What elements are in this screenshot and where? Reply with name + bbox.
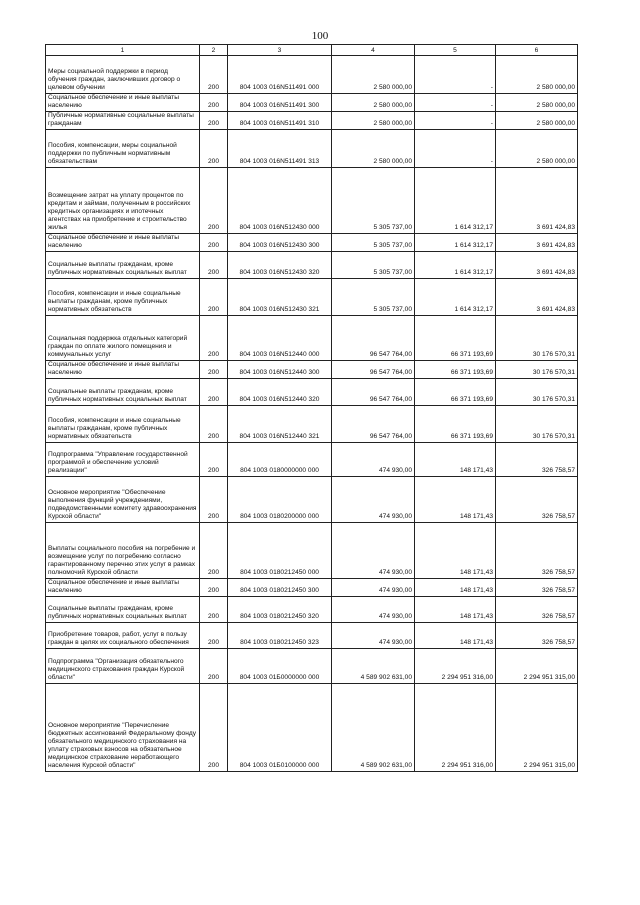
row-classification-code: 804 1003 016N512440 320	[228, 379, 332, 406]
row-name: Социальные выплаты гражданам, кроме публичных нормативных социальных выплат	[46, 597, 200, 623]
row-amount-col5: 1 614 312,17	[415, 234, 496, 252]
row-amount-col5: 148 171,43	[415, 597, 496, 623]
row-code: 200	[200, 279, 228, 316]
row-amount-col6: 326 758,57	[496, 523, 578, 579]
row-amount-col5: -	[415, 94, 496, 112]
row-amount-col5: 66 371 193,69	[415, 406, 496, 443]
row-name: Возмещение затрат на уплату процентов по кредитам и займам, полученным в российских кредитных организациях и ипотечных агентствах на приобретение и строительство жилья	[46, 168, 200, 234]
row-classification-code: 804 1003 0180200000 000	[228, 477, 332, 523]
row-name: Пособия, компенсации, меры социальной поддержки по публичным нормативным обязательствам	[46, 130, 200, 168]
column-header: 4	[332, 45, 415, 56]
row-code: 200	[200, 94, 228, 112]
row-amount-col4: 5 305 737,00	[332, 168, 415, 234]
row-amount-col5: -	[415, 112, 496, 130]
row-classification-code: 804 1003 016N511491 300	[228, 94, 332, 112]
row-classification-code: 804 1003 016N511491 313	[228, 130, 332, 168]
table-row	[46, 379, 578, 406]
row-amount-col6: 3 691 424,83	[496, 234, 578, 252]
row-amount-col6: 2 580 000,00	[496, 56, 578, 94]
row-classification-code: 804 1003 016N511491 310	[228, 112, 332, 130]
table-row	[46, 316, 578, 361]
row-amount-col5: 1 614 312,17	[415, 252, 496, 279]
row-name: Пособия, компенсации и иные социальные выплаты гражданам, кроме публичных нормативных обязательств	[46, 406, 200, 443]
table-row	[46, 361, 578, 379]
row-code: 200	[200, 112, 228, 130]
budget-table	[45, 44, 578, 772]
row-amount-col4: 2 580 000,00	[332, 56, 415, 94]
row-name: Подпрограмма "Организация обязательного медицинского страхования граждан Курской области"	[46, 649, 200, 684]
row-code: 200	[200, 523, 228, 579]
table-row	[46, 406, 578, 443]
row-amount-col4: 4 589 902 631,00	[332, 649, 415, 684]
row-name: Социальное обеспечение и иные выплаты населению	[46, 579, 200, 597]
row-name: Социальное обеспечение и иные выплаты населению	[46, 234, 200, 252]
row-classification-code: 804 1003 016N512430 300	[228, 234, 332, 252]
row-amount-col5: 66 371 193,69	[415, 361, 496, 379]
row-amount-col5: 66 371 193,69	[415, 316, 496, 361]
row-amount-col5: 1 614 312,17	[415, 279, 496, 316]
row-classification-code: 804 1003 0180212450 320	[228, 597, 332, 623]
row-name: Подпрограмма "Управление государственной программой и обеспечение условий реализации"	[46, 443, 200, 477]
table-row	[46, 649, 578, 684]
row-name: Меры социальной поддержки в период обучения граждан, заключивших договор о целевом обучении	[46, 56, 200, 94]
table-row	[46, 130, 578, 168]
column-header: 3	[228, 45, 332, 56]
row-amount-col6: 2 580 000,00	[496, 112, 578, 130]
row-amount-col4: 2 580 000,00	[332, 94, 415, 112]
row-amount-col5: -	[415, 130, 496, 168]
row-name: Социальное обеспечение и иные выплаты населению	[46, 361, 200, 379]
row-code: 200	[200, 56, 228, 94]
row-amount-col4: 96 547 764,00	[332, 379, 415, 406]
row-amount-col5: 148 171,43	[415, 523, 496, 579]
row-amount-col6: 3 691 424,83	[496, 279, 578, 316]
row-amount-col6: 326 758,57	[496, 579, 578, 597]
row-amount-col4: 474 930,00	[332, 477, 415, 523]
row-code: 200	[200, 252, 228, 279]
row-amount-col5: 148 171,43	[415, 579, 496, 597]
row-classification-code: 804 1003 0180000000 000	[228, 443, 332, 477]
row-amount-col6: 3 691 424,83	[496, 252, 578, 279]
row-code: 200	[200, 406, 228, 443]
row-code: 200	[200, 316, 228, 361]
row-amount-col6: 30 176 570,31	[496, 361, 578, 379]
row-amount-col5: 148 171,43	[415, 477, 496, 523]
row-classification-code: 804 1003 0180212450 300	[228, 579, 332, 597]
row-classification-code: 804 1003 0180212450 000	[228, 523, 332, 579]
row-name: Основное мероприятие "Обеспечение выполнения функций учреждениями, подведомственными комитету здравоохранения Курской области"	[46, 477, 200, 523]
row-amount-col6: 326 758,57	[496, 443, 578, 477]
row-code: 200	[200, 234, 228, 252]
table-row	[46, 168, 578, 234]
row-code: 200	[200, 130, 228, 168]
row-amount-col4: 5 305 737,00	[332, 279, 415, 316]
table-row	[46, 279, 578, 316]
row-code: 200	[200, 443, 228, 477]
table-row	[46, 112, 578, 130]
row-amount-col4: 474 930,00	[332, 579, 415, 597]
row-amount-col6: 326 758,57	[496, 477, 578, 523]
table-row	[46, 623, 578, 649]
row-name: Выплаты социального пособия на погребение и возмещение услуг по погребению согласно гарантированному перечню этих услуг в рамках полномочий Курской области	[46, 523, 200, 579]
row-code: 200	[200, 623, 228, 649]
row-amount-col5: 148 171,43	[415, 443, 496, 477]
row-name: Публичные нормативные социальные выплаты гражданам	[46, 112, 200, 130]
row-classification-code: 804 1003 016N512430 000	[228, 168, 332, 234]
row-amount-col4: 474 930,00	[332, 523, 415, 579]
row-classification-code: 804 1003 016N512430 321	[228, 279, 332, 316]
row-amount-col5: 2 294 951 316,00	[415, 684, 496, 772]
row-code: 200	[200, 684, 228, 772]
row-name: Пособия, компенсации и иные социальные выплаты гражданам, кроме публичных нормативных обязательств	[46, 279, 200, 316]
row-classification-code: 804 1003 016N512440 000	[228, 316, 332, 361]
row-classification-code: 804 1003 016N512440 300	[228, 361, 332, 379]
row-amount-col6: 30 176 570,31	[496, 316, 578, 361]
row-amount-col6: 2 580 000,00	[496, 94, 578, 112]
row-code: 200	[200, 649, 228, 684]
row-name: Социальные выплаты гражданам, кроме публичных нормативных социальных выплат	[46, 379, 200, 406]
table-row	[46, 234, 578, 252]
table-row	[46, 477, 578, 523]
row-amount-col5: -	[415, 56, 496, 94]
column-header: 2	[200, 45, 228, 56]
table-row	[46, 56, 578, 94]
row-classification-code: 804 1003 016N511491 000	[228, 56, 332, 94]
row-amount-col4: 5 305 737,00	[332, 252, 415, 279]
column-header: 1	[46, 45, 200, 56]
row-name: Социальная поддержка отдельных категорий граждан по оплате жилого помещения и коммунальных услуг	[46, 316, 200, 361]
row-amount-col6: 326 758,57	[496, 597, 578, 623]
row-code: 200	[200, 597, 228, 623]
table-row	[46, 684, 578, 772]
row-classification-code: 804 1003 016N512440 321	[228, 406, 332, 443]
page-number: 100	[311, 30, 329, 42]
table-header-row	[46, 45, 578, 56]
row-classification-code: 804 1003 0180212450 323	[228, 623, 332, 649]
row-name: Социальные выплаты гражданам, кроме публичных нормативных социальных выплат	[46, 252, 200, 279]
row-classification-code: 804 1003 01Б0100000 000	[228, 684, 332, 772]
table-row	[46, 252, 578, 279]
row-amount-col6: 3 691 424,83	[496, 168, 578, 234]
row-code: 200	[200, 361, 228, 379]
row-code: 200	[200, 379, 228, 406]
table-row	[46, 597, 578, 623]
row-amount-col6: 2 294 951 315,00	[496, 684, 578, 772]
row-code: 200	[200, 477, 228, 523]
row-amount-col5: 148 171,43	[415, 623, 496, 649]
row-amount-col4: 5 305 737,00	[332, 234, 415, 252]
row-amount-col4: 4 589 902 631,00	[332, 684, 415, 772]
table-row	[46, 443, 578, 477]
row-amount-col4: 2 580 000,00	[332, 130, 415, 168]
column-header: 6	[496, 45, 578, 56]
row-amount-col5: 66 371 193,69	[415, 379, 496, 406]
row-classification-code: 804 1003 01Б0000000 000	[228, 649, 332, 684]
row-amount-col6: 2 580 000,00	[496, 130, 578, 168]
row-amount-col4: 96 547 764,00	[332, 316, 415, 361]
table-row	[46, 94, 578, 112]
row-amount-col6: 30 176 570,31	[496, 379, 578, 406]
table-row	[46, 523, 578, 579]
row-amount-col4: 96 547 764,00	[332, 406, 415, 443]
row-name: Социальное обеспечение и иные выплаты населению	[46, 94, 200, 112]
row-amount-col4: 2 580 000,00	[332, 112, 415, 130]
row-amount-col6: 30 176 570,31	[496, 406, 578, 443]
row-name: Приобретение товаров, работ, услуг в пользу граждан в целях их социального обеспечения	[46, 623, 200, 649]
row-amount-col6: 2 294 951 315,00	[496, 649, 578, 684]
row-code: 200	[200, 579, 228, 597]
table-row	[46, 579, 578, 597]
row-amount-col6: 326 758,57	[496, 623, 578, 649]
row-code: 200	[200, 168, 228, 234]
row-amount-col4: 96 547 764,00	[332, 361, 415, 379]
row-name: Основное мероприятие "Перечисление бюджетных ассигнований Федеральному фонду обязательного медицинского страхования на уплату страховых взносов на обязательное медицинское страхование неработающего населения Курской области"	[46, 684, 200, 772]
row-amount-col5: 1 614 312,17	[415, 168, 496, 234]
row-amount-col4: 474 930,00	[332, 443, 415, 477]
row-amount-col4: 474 930,00	[332, 623, 415, 649]
column-header: 5	[415, 45, 496, 56]
row-classification-code: 804 1003 016N512430 320	[228, 252, 332, 279]
row-amount-col5: 2 294 951 316,00	[415, 649, 496, 684]
row-amount-col4: 474 930,00	[332, 597, 415, 623]
